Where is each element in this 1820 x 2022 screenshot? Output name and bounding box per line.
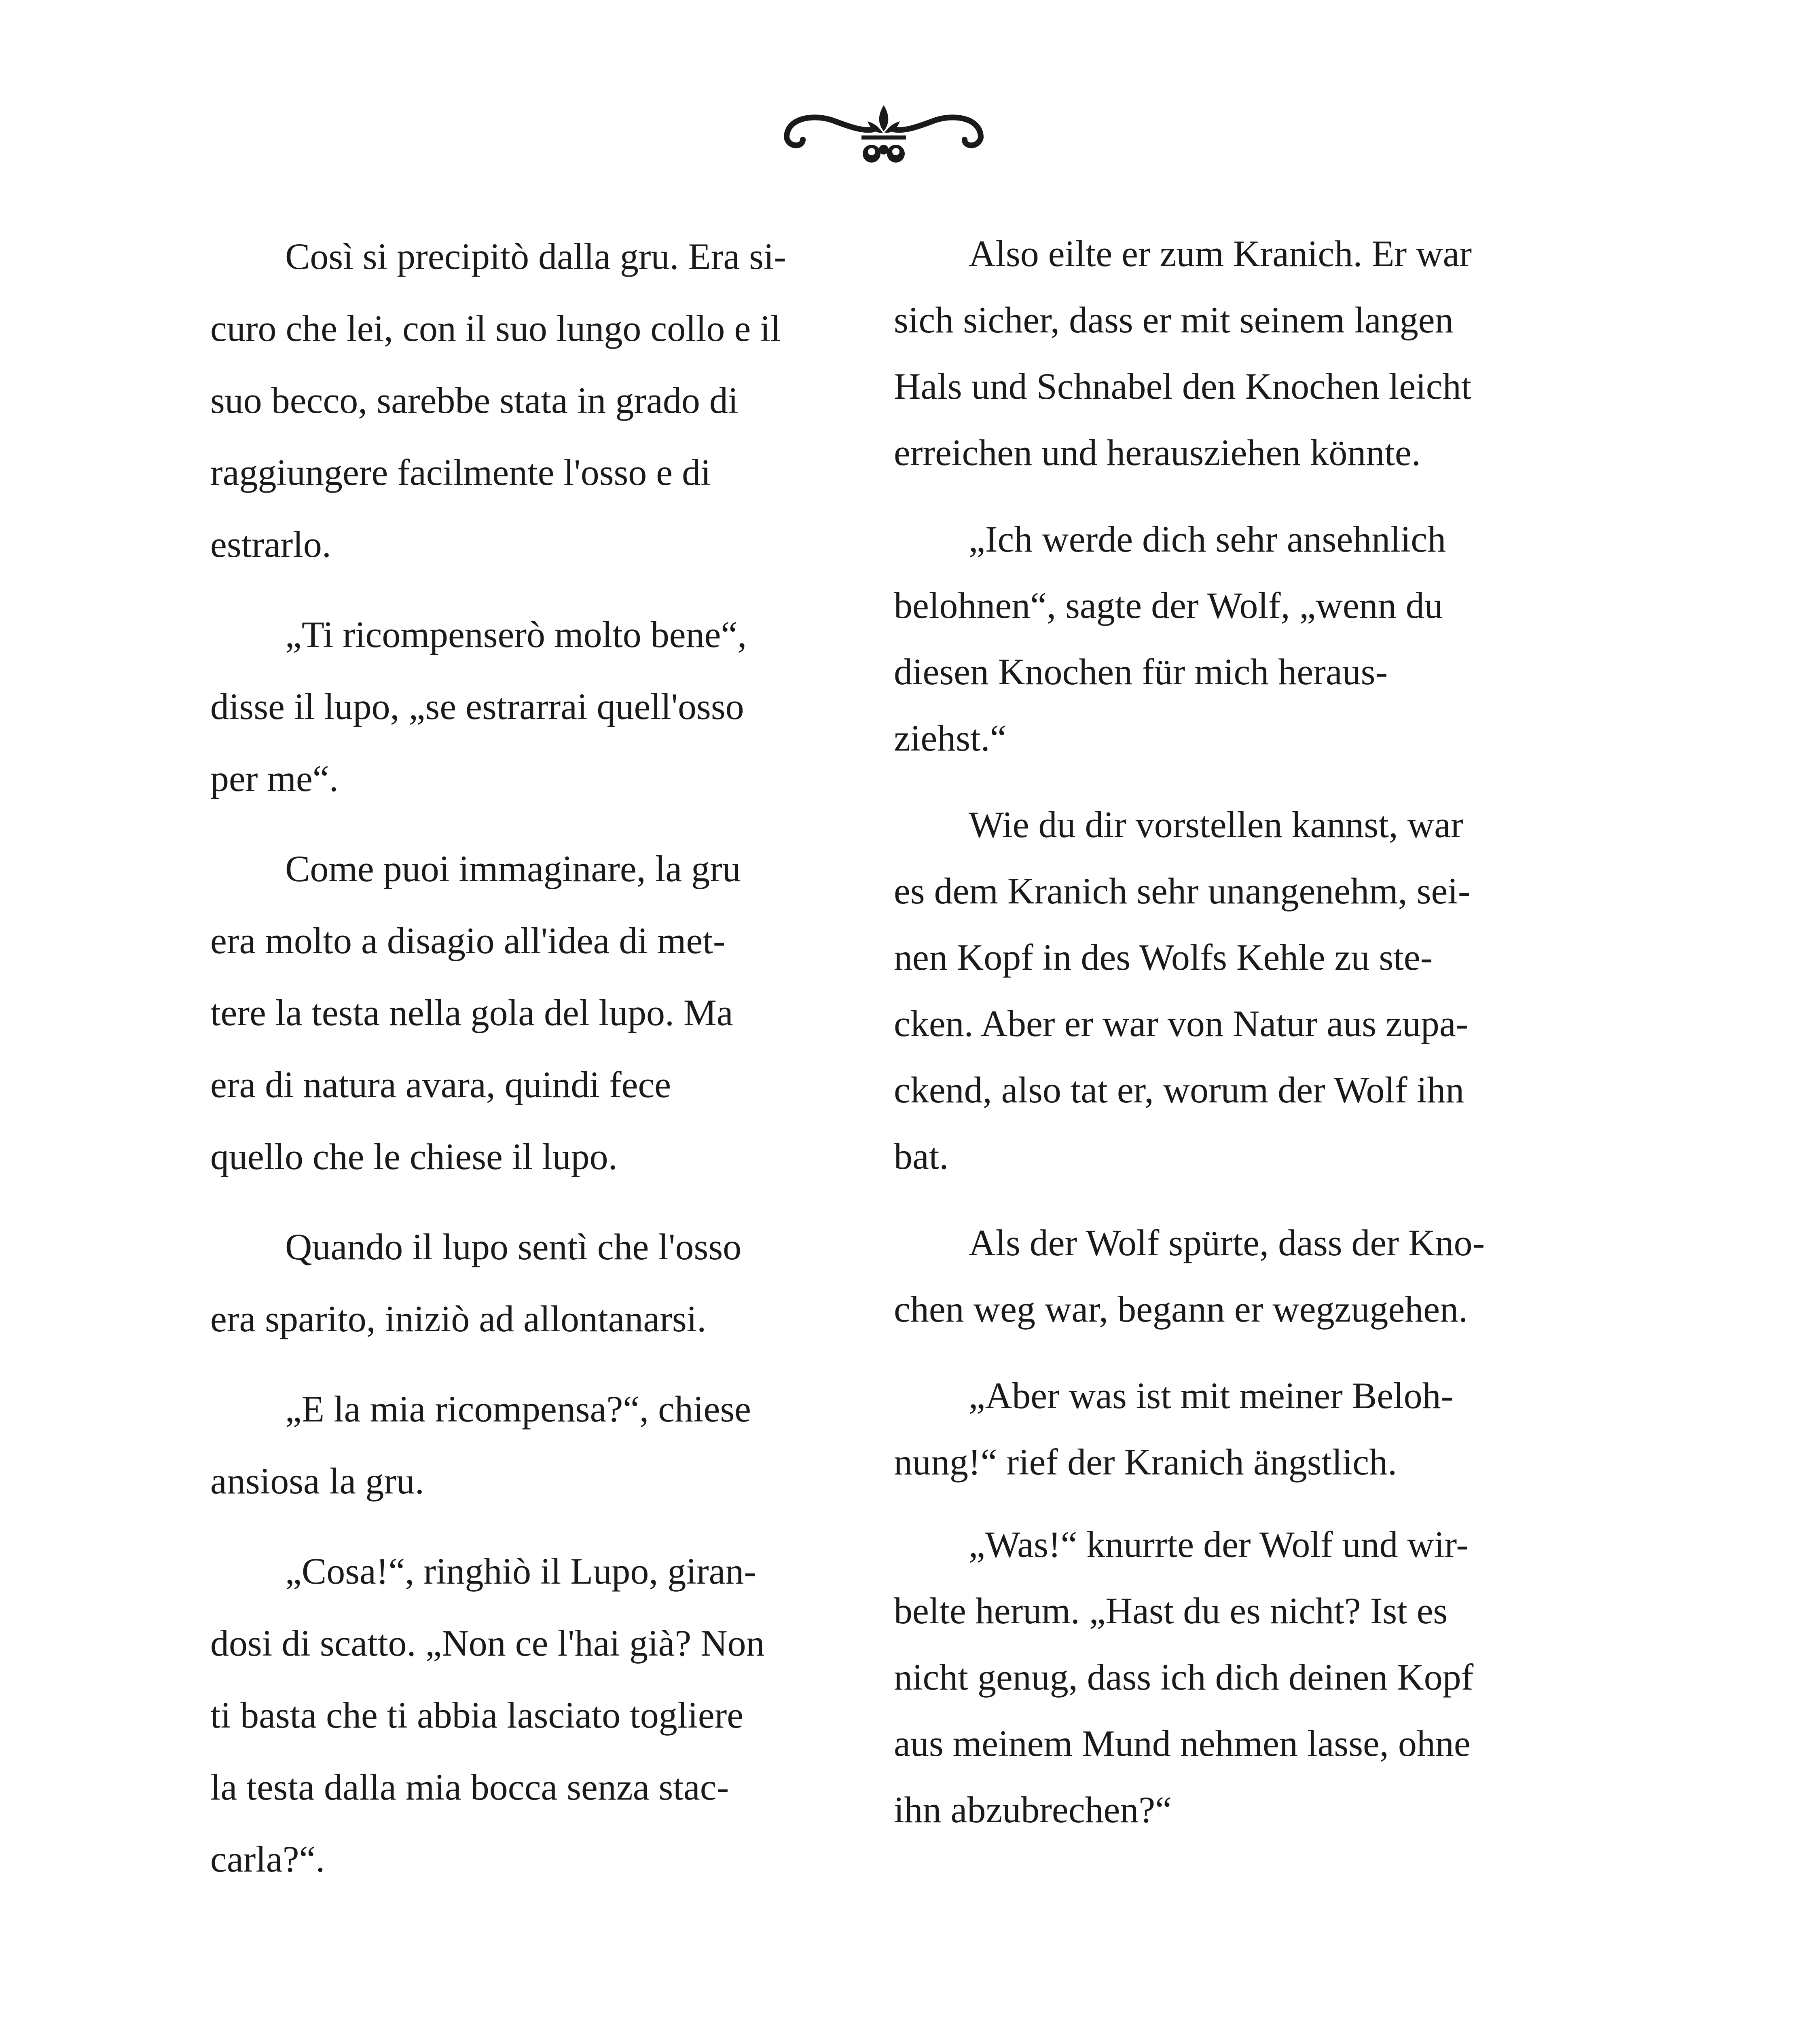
german-column [894,220,1565,1863]
german-paragraph-4: Als der Wolf spürte, dass der Kno- chen weg war, begann er wegzugehen. [894,1222,1485,1330]
german-paragraph-6: „Was!“ knurrte der Wolf und wir- belte herum. „Hast du es nicht? Ist es nicht genug, dass ich dich deinen Kopf aus meinem Mund nehmen lasse, ohne ihn abzubrechen?“ [894,1524,1474,1830]
italian-paragraph-6: „Cosa!“, ringhiò il Lupo, giran- dosi di scatto. „Non ce l'hai già? Non ti basta che ti abbia lasciato togliere la testa dalla mia bocca senza stac- carla?“. [210,1550,765,1880]
german-paragraph-2: „Ich werde dich sehr ansehnlich belohnen“, sagte der Wolf, „wenn du diesen Knochen für mich heraus- ziehst.“ [894,518,1446,759]
top-flourish-ornament [770,93,997,174]
italian-column [210,220,849,1913]
italian-paragraph-4: Quando il lupo sentì che l'osso era sparito, iniziò ad allontanarsi. [210,1226,742,1339]
german-paragraph-1: Also eilte er zum Kranich. Er war sich sicher, dass er mit seinem langen Hals und Schnabel den Knochen leicht erreichen und herausziehen könnte. [894,233,1472,473]
german-paragraph-5: „Aber was ist mit meiner Beloh- nung!“ rief der Kranich ängstlich. [894,1375,1454,1483]
italian-paragraph-5: „E la mia ricompensa?“, chiese ansiosa la gru. [210,1388,751,1502]
italian-paragraph-2: „Ti ricompenserò molto bene“, disse il lupo, „se estrarrai quell'osso per me“. [210,614,747,799]
german-paragraph-3: Wie du dir vorstellen kannst, war es dem Kranich sehr unangenehm, sei- nen Kopf in des Wolfs Kehle zu ste- cken. Aber er war von Natur aus zupa- ckend, also tat er, worum der Wolf ihn bat. [894,804,1471,1177]
italian-paragraph-1: Così si precipitò dalla gru. Era si- curo che lei, con il suo lungo collo e il suo becco, sarebbe stata in grado di raggiungere facilmente l'osso e di estrarlo. [210,236,787,565]
italian-paragraph-3: Come puoi immaginare, la gru era molto a disagio all'idea di met- tere la testa nella gola del lupo. Ma era di natura avara, quindi fece quello che le chiese il lupo. [210,848,741,1177]
